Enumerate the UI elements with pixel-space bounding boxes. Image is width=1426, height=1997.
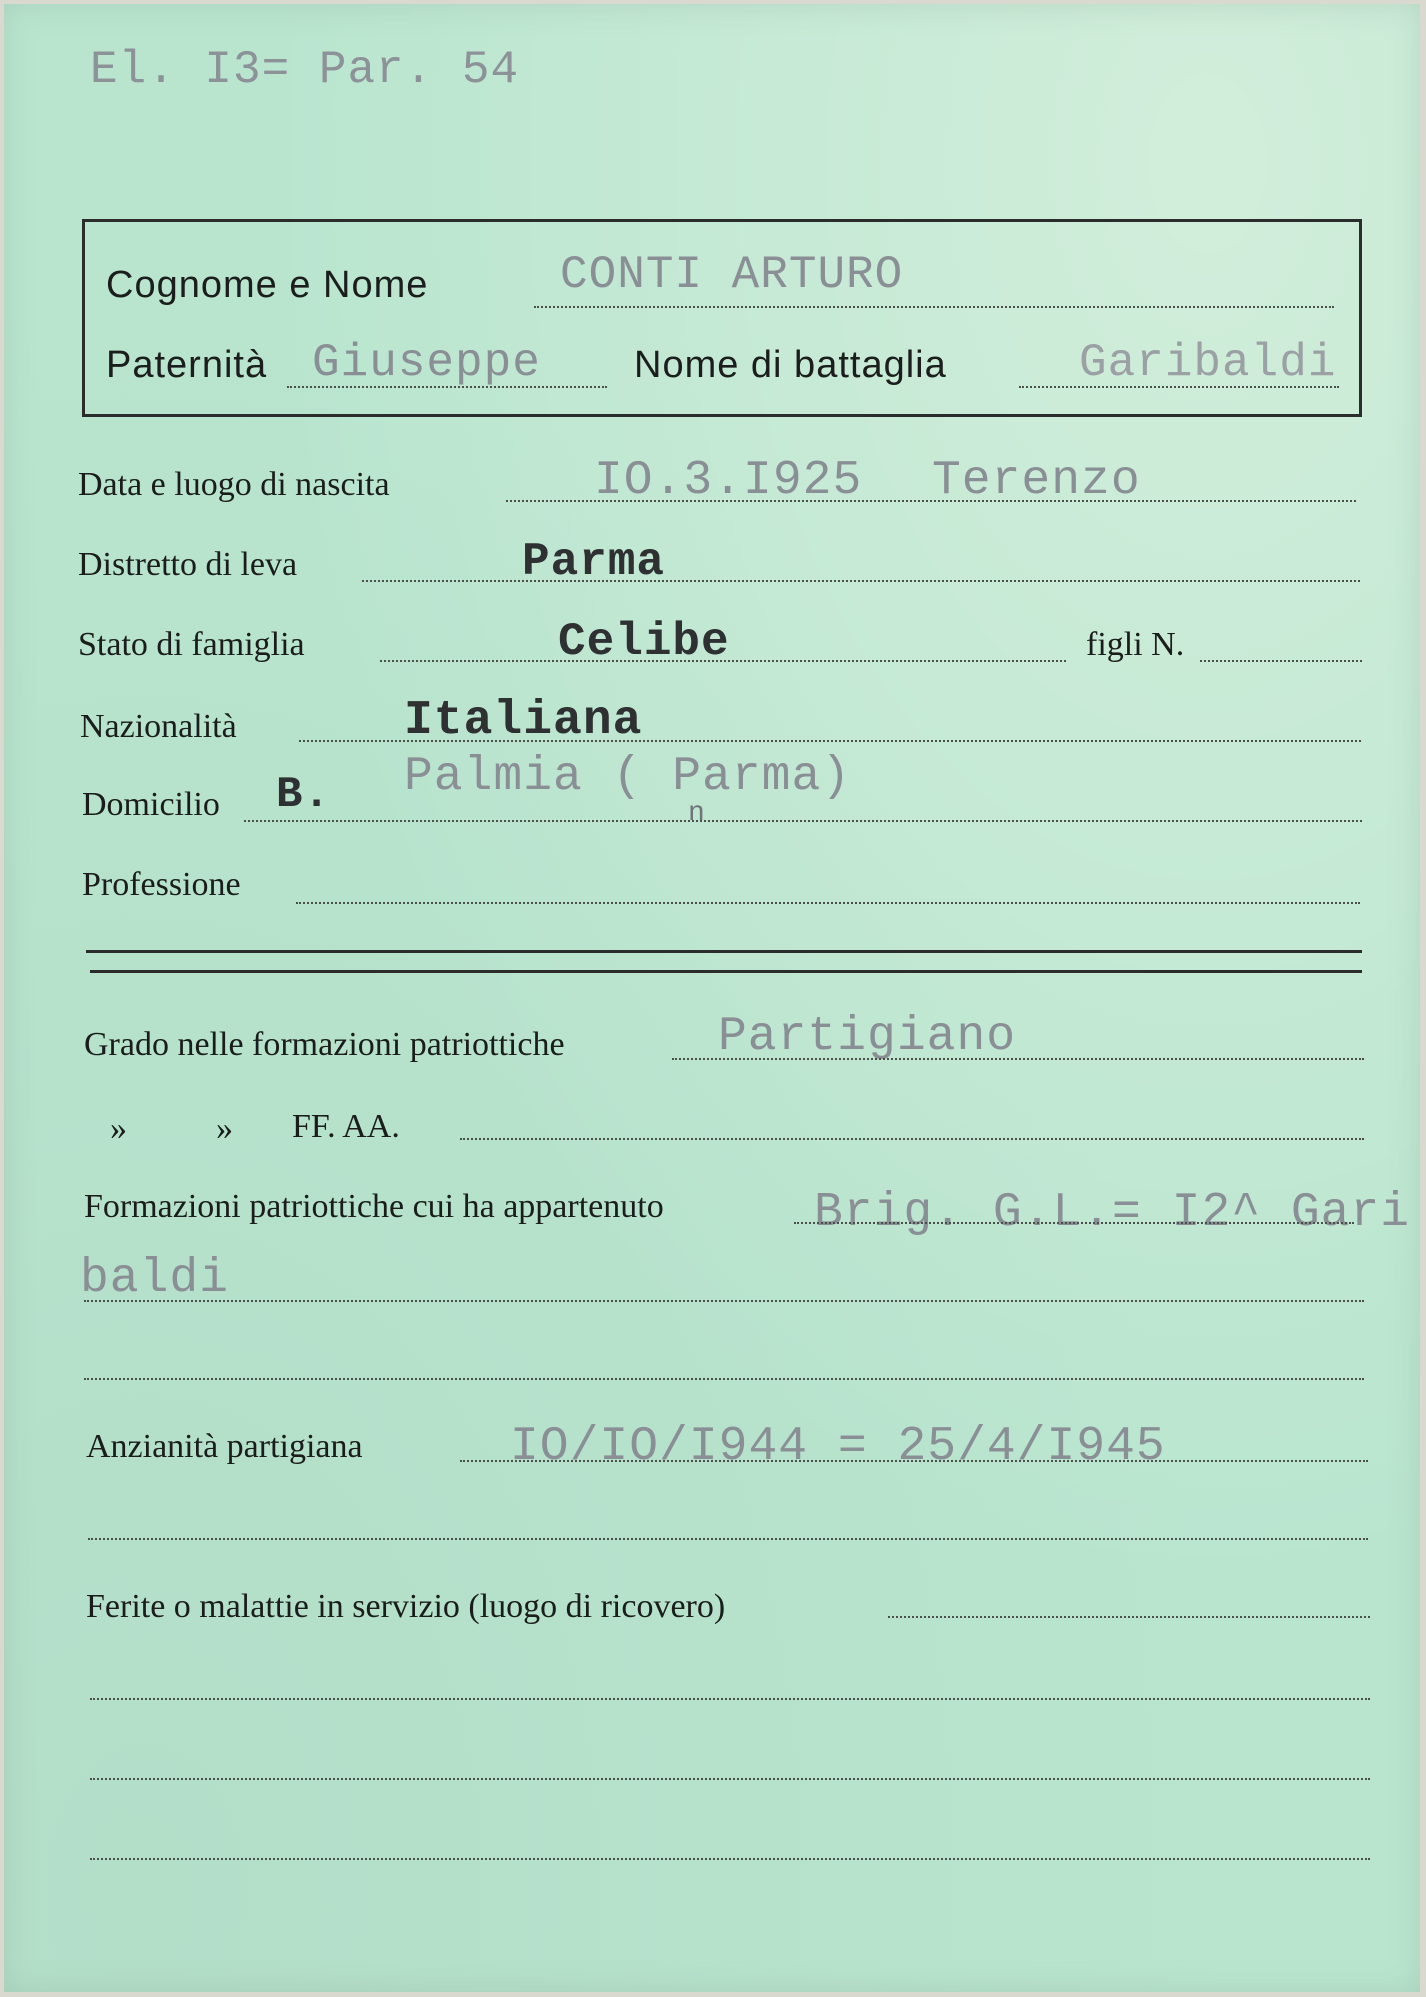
surname-name-label: Cognome e Nome bbox=[106, 264, 429, 306]
paternity-label: Paternità bbox=[106, 344, 268, 386]
separator-rule-bottom bbox=[90, 970, 1362, 973]
rank-value: Partigiano bbox=[718, 1010, 1017, 1064]
card-reference: El. I3= Par. 54 bbox=[90, 44, 520, 96]
separator-rule-top bbox=[86, 950, 1362, 953]
paternity-line bbox=[287, 386, 607, 388]
surname-name-line bbox=[534, 306, 1334, 308]
ffaa-quote-1: » bbox=[110, 1110, 127, 1147]
district-value: Parma bbox=[522, 536, 666, 588]
nationality-value: Italiana bbox=[404, 694, 643, 748]
seniority-value: IO/IO/I944 = 25/4/I945 bbox=[510, 1420, 1166, 1474]
nationality-label: Nazionalità bbox=[80, 708, 237, 745]
paternity-value: Giuseppe bbox=[312, 337, 541, 389]
battle-name-value: Garibaldi bbox=[1079, 337, 1337, 389]
formations-value-line2: baldi bbox=[80, 1252, 230, 1306]
birth-place: Terenzo bbox=[932, 454, 1141, 508]
nationality-line bbox=[299, 740, 1361, 742]
wounds-line-3 bbox=[90, 1778, 1370, 1780]
family-line bbox=[380, 660, 1066, 662]
birth-label: Data e luogo di nascita bbox=[78, 466, 390, 503]
formations-line-1 bbox=[794, 1222, 1354, 1224]
domicile-value: Palmia ( Parma) bbox=[404, 750, 852, 804]
seniority-line-2 bbox=[88, 1538, 1368, 1540]
surname-name-value: CONTI ARTURO bbox=[560, 249, 904, 301]
wounds-line-2 bbox=[90, 1698, 1370, 1700]
children-line bbox=[1200, 660, 1362, 662]
formations-value-line1: Brig. G.L.= I2^ Gari bbox=[814, 1186, 1411, 1240]
ffaa-label: FF. AA. bbox=[292, 1108, 400, 1145]
formations-line-2 bbox=[84, 1300, 1364, 1302]
rank-label: Grado nelle formazioni patriottiche bbox=[84, 1026, 565, 1063]
wounds-line-1 bbox=[888, 1616, 1370, 1618]
district-line bbox=[362, 580, 1360, 582]
ffaa-quote-2: » bbox=[216, 1110, 233, 1147]
seniority-label: Anzianità partigiana bbox=[86, 1428, 363, 1465]
domicile-label: Domicilio bbox=[82, 786, 220, 823]
profession-label: Professione bbox=[82, 866, 241, 903]
formations-label: Formazioni patriottiche cui ha appartenuto bbox=[84, 1188, 664, 1225]
battle-name-label: Nome di battaglia bbox=[634, 344, 947, 386]
district-label: Distretto di leva bbox=[78, 546, 298, 583]
formations-line-3 bbox=[84, 1378, 1364, 1380]
family-label: Stato di famiglia bbox=[78, 626, 305, 663]
seniority-line bbox=[460, 1460, 1368, 1462]
children-label: figli N. bbox=[1086, 626, 1185, 663]
domicile-mark: n bbox=[688, 798, 706, 829]
profession-line bbox=[296, 902, 1360, 904]
family-value: Celibe bbox=[558, 616, 730, 668]
birth-date: IO.3.I925 bbox=[594, 454, 863, 508]
battle-name-line bbox=[1019, 386, 1339, 388]
domicile-prefix: B. bbox=[276, 770, 331, 820]
rank-line bbox=[672, 1058, 1364, 1060]
birth-line bbox=[506, 500, 1356, 502]
wounds-line-4 bbox=[90, 1858, 1370, 1860]
ffaa-line bbox=[460, 1138, 1364, 1140]
wounds-label: Ferite o malattie in servizio (luogo di ricovero) bbox=[86, 1588, 726, 1625]
domicile-line bbox=[244, 820, 1362, 822]
partisan-record-card bbox=[4, 4, 1420, 1992]
